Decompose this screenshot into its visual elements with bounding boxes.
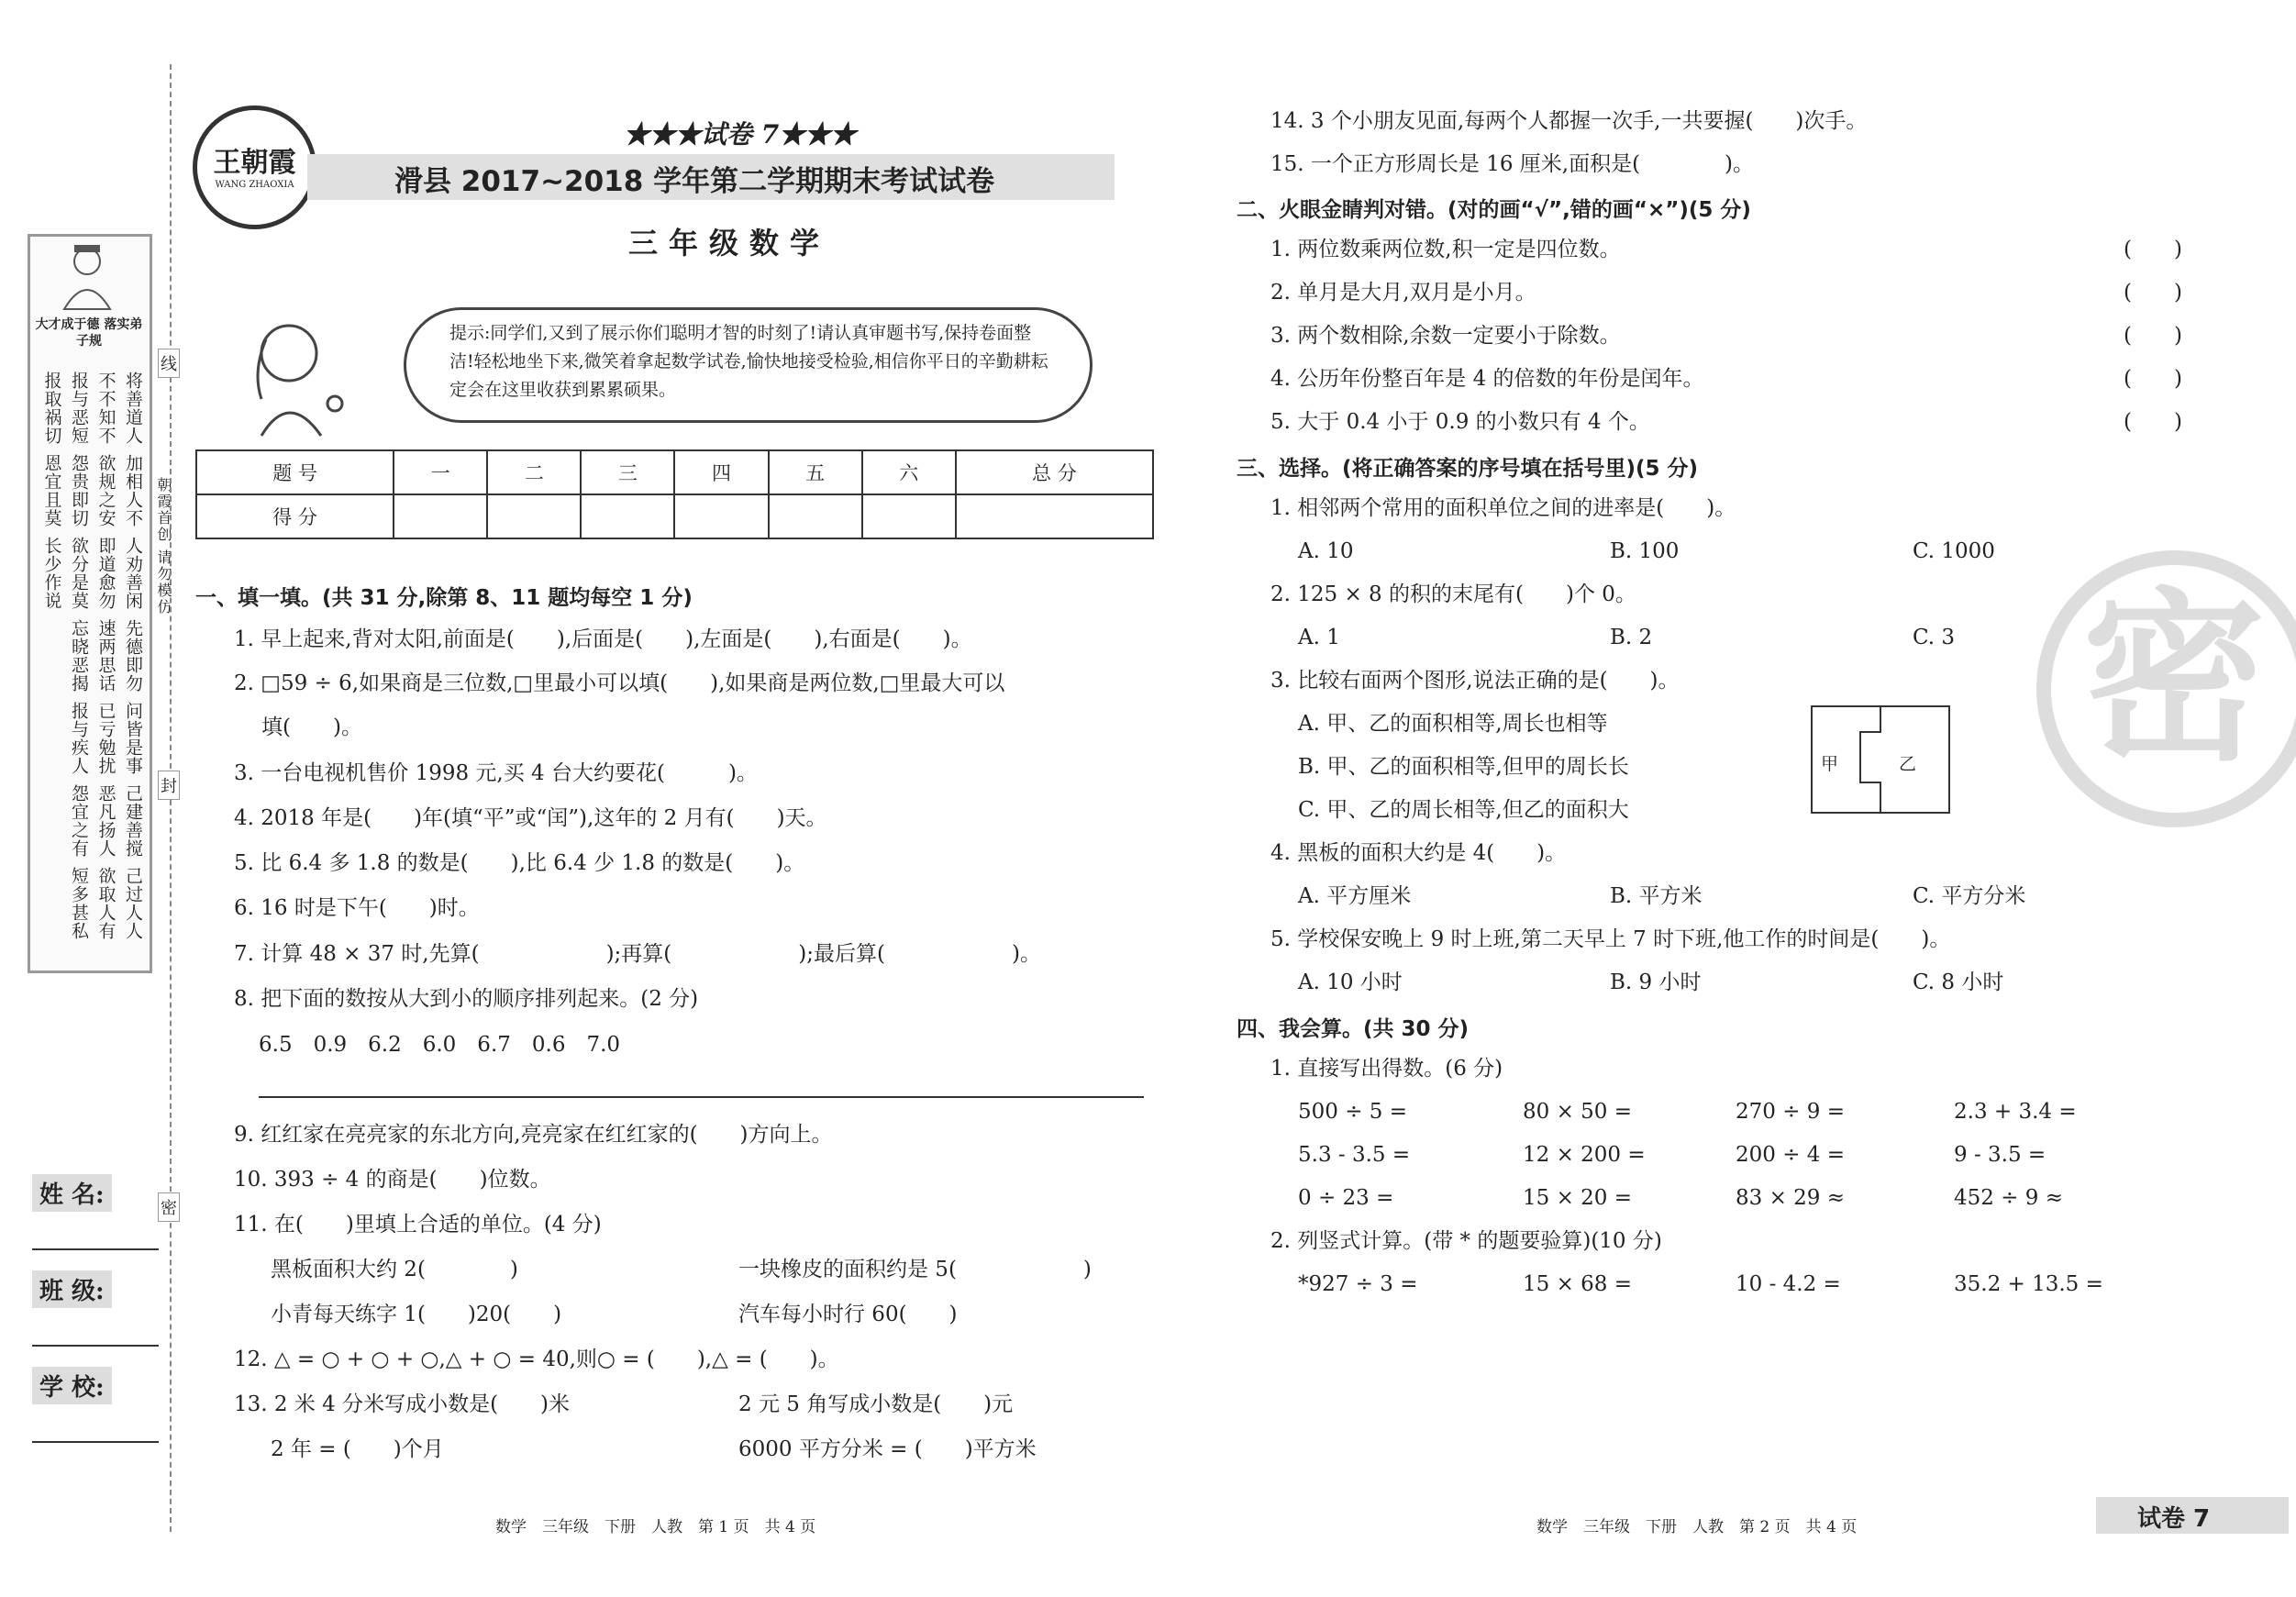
judge-2: 2. 单月是大月,双月是小月。 bbox=[1270, 281, 1536, 305]
q13c: 2 年 = ( )个月 bbox=[271, 1437, 444, 1461]
girl-icon bbox=[234, 316, 353, 440]
score-header-1: 一 bbox=[394, 450, 487, 494]
q8-answer-line[interactable] bbox=[259, 1096, 1144, 1098]
score-cell[interactable] bbox=[862, 494, 956, 538]
sidebar-rule-column: 忘晓恶揭 bbox=[69, 619, 89, 693]
footer-tag-text: 试卷 7 bbox=[2137, 1505, 2211, 1533]
score-cell[interactable] bbox=[674, 494, 768, 538]
shape-label-yi: 乙 bbox=[1899, 754, 1917, 774]
q7: 7. 计算 48 × 37 时,先算( );再算( );最后算( )。 bbox=[234, 942, 1041, 966]
calc-2-2: 12 × 200 = bbox=[1523, 1143, 1646, 1167]
sidebar-rule-column: 怨贵即切 bbox=[69, 454, 89, 527]
choice-q3-a[interactable]: A. 甲、乙的面积相等,周长也相等 bbox=[1298, 712, 1608, 736]
q3: 3. 一台电视机售价 1998 元,买 4 台大约要花( )。 bbox=[234, 761, 758, 785]
choice-q3-c[interactable]: C. 甲、乙的周长相等,但乙的面积大 bbox=[1298, 798, 1629, 822]
choice-q1-c[interactable]: C. 1000 bbox=[1913, 539, 1995, 563]
score-header-total: 总 分 bbox=[956, 450, 1153, 494]
score-header-2: 二 bbox=[487, 450, 581, 494]
page-title: 滑县 2017~2018 学年第二学期期末考试试卷 bbox=[394, 165, 995, 198]
sidebar-rule-column: 欲分是莫 bbox=[69, 537, 89, 610]
q8-numbers: 6.5 0.9 6.2 6.0 6.7 0.6 7.0 bbox=[259, 1033, 621, 1057]
sidebar-rule-column: 已亏勉扰 bbox=[95, 702, 116, 775]
score-header-5: 五 bbox=[769, 450, 862, 494]
cut-mark-1: 线 bbox=[158, 349, 180, 378]
part2-title: 二、火眼金睛判对错。(对的画“√”,错的画“×”)(5 分) bbox=[1237, 198, 1751, 222]
logo-text: 王朝霞 bbox=[213, 147, 296, 179]
calc-sub2: 2. 列竖式计算。(带 * 的题要验算)(10 分) bbox=[1270, 1229, 1662, 1253]
q2a: 2. □59 ÷ 6,如果商是三位数,□里最小可以填( ),如果商是两位数,□里最大可以 bbox=[234, 671, 1005, 695]
sidebar-rule-column: 长少作说 bbox=[41, 537, 62, 610]
sidebar-rule-column: 即道愈勿 bbox=[95, 537, 116, 610]
shape-label-jia: 甲 bbox=[1821, 754, 1839, 774]
judge-answer-4[interactable]: ( ) bbox=[2124, 367, 2182, 391]
choice-q5-c[interactable]: C. 8 小时 bbox=[1913, 970, 2004, 994]
vertical-3: 10 - 4.2 = bbox=[1736, 1272, 1841, 1296]
paper-number: ★★★试卷 7★★★ bbox=[624, 119, 857, 150]
part4-title: 四、我会算。(共 30 分) bbox=[1237, 1017, 1470, 1041]
vertical-4: 35.2 + 13.5 = bbox=[1954, 1272, 2103, 1296]
choice-q4: 4. 黑板的面积大约是 4( )。 bbox=[1270, 841, 1567, 865]
sidebar-rule-column: 欲规之安 bbox=[95, 454, 116, 527]
q11b: 一块橡皮的面积约是 5( ) bbox=[738, 1258, 1092, 1281]
name-field[interactable] bbox=[32, 1174, 159, 1248]
sidebar-rule-column: 恩宜且莫 bbox=[41, 454, 62, 527]
choice-q4-a[interactable]: A. 平方厘米 bbox=[1298, 884, 1412, 908]
sidebar-rule-column: 欲取人有 bbox=[95, 867, 116, 940]
q1: 1. 早上起来,背对太阳,前面是( ),后面是( ),左面是( ),右面是( )。 bbox=[234, 627, 972, 651]
calc-2-4: 9 - 3.5 = bbox=[1954, 1143, 2046, 1167]
score-cell[interactable] bbox=[581, 494, 674, 538]
q13b: 2 元 5 角写成小数是( )元 bbox=[738, 1392, 1014, 1416]
q10: 10. 393 ÷ 4 的商是( )位数。 bbox=[234, 1168, 551, 1192]
part1-title: 一、填一填。(共 31 分,除第 8、11 题均每空 1 分) bbox=[195, 586, 693, 610]
name-label: 姓 名: bbox=[32, 1174, 112, 1212]
judge-answer-5[interactable]: ( ) bbox=[2124, 410, 2182, 434]
q9: 9. 红红家在亮亮家的东北方向,亮亮家在红红家的( )方向上。 bbox=[234, 1123, 833, 1147]
sidebar-rule-column: 怨宜之有 bbox=[69, 784, 89, 858]
sidebar-rule-column: 报与恶短 bbox=[69, 372, 89, 445]
calc-sub1: 1. 直接写出得数。(6 分) bbox=[1270, 1057, 1503, 1081]
q6: 6. 16 时是下午( )时。 bbox=[234, 896, 480, 920]
vertical-2: 15 × 68 = bbox=[1523, 1272, 1633, 1296]
logo bbox=[193, 105, 316, 229]
q12: 12. △ = ○ + ○ + ○,△ + ○ = 40,则○ = ( ),△ = ( )。 bbox=[234, 1347, 839, 1371]
score-cell[interactable] bbox=[487, 494, 581, 538]
judge-answer-2[interactable]: ( ) bbox=[2124, 281, 2182, 305]
logo-subtext: WANG ZHAOXIA bbox=[215, 180, 294, 190]
calc-1-1: 500 ÷ 5 = bbox=[1298, 1100, 1408, 1124]
calc-3-2: 15 × 20 = bbox=[1523, 1186, 1633, 1210]
choice-q1-b[interactable]: B. 100 bbox=[1610, 539, 1680, 563]
q8: 8. 把下面的数按从大到小的顺序排列起来。(2 分) bbox=[234, 987, 699, 1011]
scholar-icon bbox=[50, 243, 124, 312]
sidebar-rule-column: 己过人人 bbox=[123, 867, 143, 940]
sidebar-rule-column: 报取祸切 bbox=[41, 372, 62, 445]
q11a: 黑板面积大约 2( ) bbox=[271, 1258, 518, 1281]
q11d: 汽车每小时行 60( ) bbox=[738, 1303, 958, 1326]
judge-4: 4. 公历年份整百年是 4 的倍数的年份是闰年。 bbox=[1270, 367, 1704, 391]
sidebar-motto: 大才成于德 落实弟子规 bbox=[35, 317, 143, 349]
sidebar-rule-column: 不不知不 bbox=[95, 372, 116, 445]
calc-1-2: 80 × 50 = bbox=[1523, 1100, 1633, 1124]
sidebar-rule-column: 先德即勿 bbox=[123, 619, 143, 693]
judge-answer-1[interactable]: ( ) bbox=[2124, 238, 2182, 261]
choice-q4-b[interactable]: B. 平方米 bbox=[1610, 884, 1703, 908]
judge-3: 3. 两个数相除,余数一定要小于除数。 bbox=[1270, 324, 1621, 348]
calc-3-3: 83 × 29 ≈ bbox=[1736, 1186, 1846, 1210]
q13d: 6000 平方分米 = ( )平方米 bbox=[738, 1437, 1037, 1461]
judge-answer-3[interactable]: ( ) bbox=[2124, 324, 2182, 348]
q4: 4. 2018 年是( )年(填“平”或“闰”),这年的 2 月有( )天。 bbox=[234, 806, 827, 830]
sidebar-rule-column: 将善道人 bbox=[123, 372, 143, 445]
calc-3-1: 0 ÷ 23 = bbox=[1298, 1186, 1394, 1210]
score-row-label: 得 分 bbox=[196, 494, 394, 538]
sidebar-rules bbox=[35, 372, 143, 959]
judge-1: 1. 两位数乘两位数,积一定是四位数。 bbox=[1270, 238, 1621, 261]
subtitle: 三年级数学 bbox=[628, 226, 831, 261]
score-cell[interactable] bbox=[394, 494, 487, 538]
sidebar-rule-column: 己建善搅 bbox=[123, 784, 143, 858]
choice-q5: 5. 学校保安晚上 9 时上班,第二天早上 7 时下班,他工作的时间是( )。 bbox=[1270, 927, 1951, 951]
q11c: 小青每天练字 1( )20( ) bbox=[271, 1303, 562, 1326]
score-header-6: 六 bbox=[862, 450, 956, 494]
q2b: 填( )。 bbox=[261, 715, 362, 739]
vertical-1: *927 ÷ 3 = bbox=[1298, 1272, 1418, 1296]
score-cell[interactable] bbox=[769, 494, 862, 538]
choice-q5-b[interactable]: B. 9 小时 bbox=[1610, 970, 1702, 994]
sidebar-rule-column: 恶凡扬人 bbox=[95, 784, 116, 858]
q15: 15. 一个正方形周长是 16 厘米,面积是( )。 bbox=[1270, 152, 1755, 176]
score-table bbox=[195, 449, 1154, 539]
part3-title: 三、选择。(将正确答案的序号填在括号里)(5 分) bbox=[1237, 457, 1699, 481]
cut-mark-3: 密 bbox=[158, 1192, 180, 1222]
q11: 11. 在( )里填上合适的单位。(4 分) bbox=[234, 1213, 602, 1237]
tip-text: 提示:同学们,又到了展示你们聪明才智的时刻了!请认真审题书写,保持卷面整洁!轻松地坐下来,微笑着拿起数学试卷,愉快地接受检验,相信你平日的辛勤耕耘定会在这里收获到累累硕果。 bbox=[449, 323, 1048, 400]
choice-q2: 2. 125 × 8 的积的末尾有( )个 0。 bbox=[1270, 582, 1636, 606]
sidebar-rule-column: 问皆是事 bbox=[123, 702, 143, 775]
q5: 5. 比 6.4 多 1.8 的数是( ),比 6.4 少 1.8 的数是( )。 bbox=[234, 851, 805, 875]
score-header-4: 四 bbox=[674, 450, 768, 494]
q14: 14. 3 个小朋友见面,每两个人都握一次手,一共要握( )次手。 bbox=[1270, 109, 1868, 133]
cut-mark-2: 封 bbox=[158, 771, 180, 800]
class-field[interactable] bbox=[32, 1270, 159, 1344]
judge-5: 5. 大于 0.4 小于 0.9 的小数只有 4 个。 bbox=[1270, 410, 1650, 434]
calc-2-1: 5.3 - 3.5 = bbox=[1298, 1143, 1411, 1167]
choice-q2-a[interactable]: A. 1 bbox=[1298, 626, 1340, 649]
calc-1-4: 2.3 + 3.4 = bbox=[1954, 1100, 2077, 1124]
girl-figure bbox=[234, 316, 353, 444]
score-cell[interactable] bbox=[956, 494, 1153, 538]
choice-q3-b[interactable]: B. 甲、乙的面积相等,但甲的周长长 bbox=[1298, 755, 1629, 779]
calc-3-4: 452 ÷ 9 ≈ bbox=[1954, 1186, 2064, 1210]
secret-stamp-text: 密 bbox=[2082, 571, 2267, 786]
footer-right: 数学 三年级 下册 人教 第 2 页 共 4 页 bbox=[1536, 1518, 1858, 1536]
school-field[interactable] bbox=[32, 1367, 159, 1440]
q13a: 13. 2 米 4 分米写成小数是( )米 bbox=[234, 1392, 571, 1416]
sidebar-rule-column: 加相人不 bbox=[123, 454, 143, 527]
choice-q4-c[interactable]: C. 平方分米 bbox=[1913, 884, 2026, 908]
school-label: 学 校: bbox=[32, 1367, 112, 1404]
calc-2-3: 200 ÷ 4 = bbox=[1736, 1143, 1846, 1167]
sidebar-rule-column: 速两思话 bbox=[95, 619, 116, 693]
choice-q2-b[interactable]: B. 2 bbox=[1610, 626, 1653, 649]
score-header-3: 三 bbox=[581, 450, 674, 494]
calc-1-3: 270 ÷ 9 = bbox=[1736, 1100, 1846, 1124]
choice-q5-a[interactable]: A. 10 小时 bbox=[1298, 970, 1403, 994]
choice-q3: 3. 比较右面两个图形,说法正确的是( )。 bbox=[1270, 669, 1680, 693]
sidebar-rule-column: 报与疾人 bbox=[69, 702, 89, 775]
footer-left: 数学 三年级 下册 人教 第 1 页 共 4 页 bbox=[495, 1518, 816, 1536]
score-header-label: 题 号 bbox=[196, 450, 394, 494]
choice-q1: 1. 相邻两个常用的面积单位之间的进率是( )。 bbox=[1270, 496, 1736, 520]
sidebar-note: 朝霞首创 请勿模仿 bbox=[155, 477, 172, 616]
choice-q1-a[interactable]: A. 10 bbox=[1298, 539, 1354, 563]
sidebar-rule-column: 人劝善闲 bbox=[123, 537, 143, 610]
choice-q2-c[interactable]: C. 3 bbox=[1913, 626, 1956, 649]
sidebar-rule-column: 短多甚私 bbox=[69, 867, 89, 940]
class-label: 班 级: bbox=[32, 1270, 112, 1308]
sidebar-figure bbox=[50, 243, 124, 312]
